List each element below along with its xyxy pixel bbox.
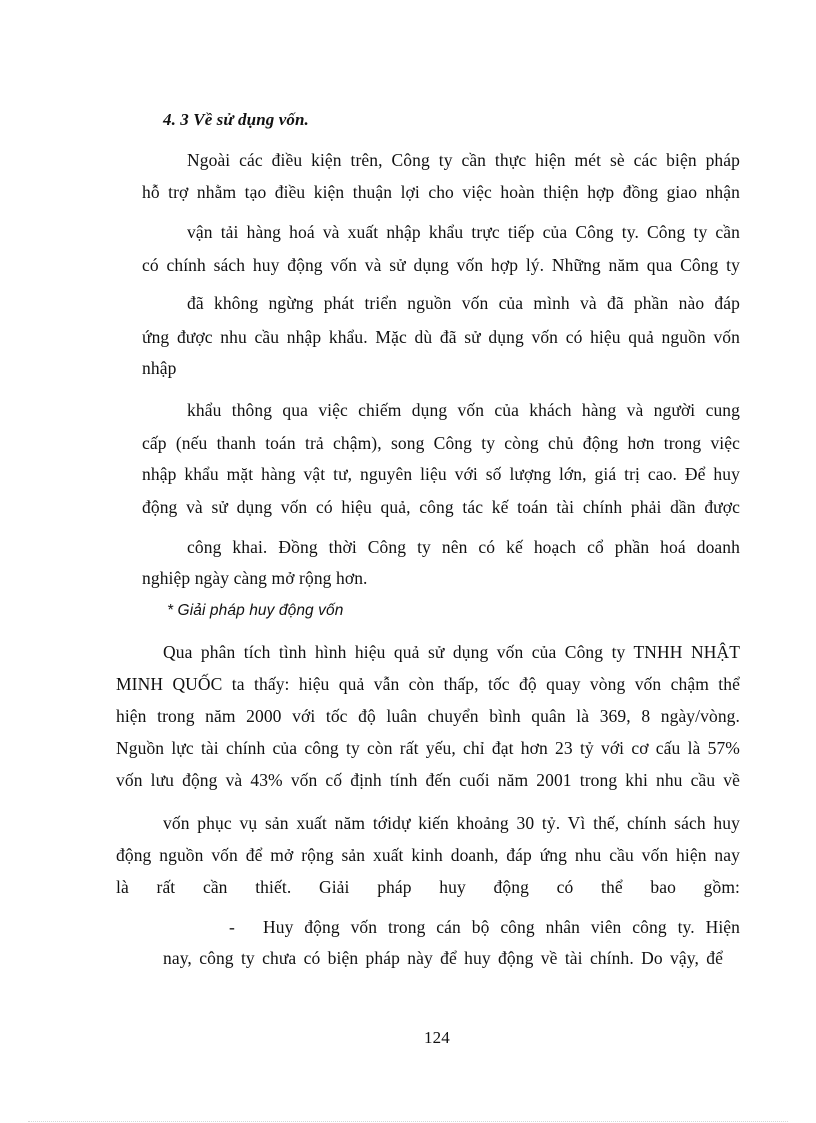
paragraph-line: động nguồn vốn để mở rộng sản xuất kinh doanh, đáp ứng nhu cầu vốn hiện nay bbox=[116, 845, 740, 865]
paragraph-line: Qua phân tích tình hình hiệu quả sử dụng vốn của Công ty TNHH NHẬT bbox=[163, 642, 740, 662]
paragraph-line: động và sử dụng vốn có hiệu quả, công tác kế toán tài chính phải dần được bbox=[142, 497, 740, 517]
paragraph-line: đã không ngừng phát triển nguồn vốn của mình và đã phần nào đáp bbox=[187, 293, 740, 313]
paragraph-line: hỗ trợ nhằm tạo điều kiện thuận lợi cho việc hoàn thiện hợp đồng giao nhận bbox=[142, 182, 740, 202]
bullet-dash: - bbox=[229, 917, 235, 937]
page-bottom-divider bbox=[28, 1121, 788, 1122]
paragraph-line: MINH QUỐC ta thấy: hiệu quả vẫn còn thấp, tốc độ quay vòng vốn chậm thể bbox=[116, 674, 740, 694]
subheading: * Giải pháp huy động vốn bbox=[167, 602, 344, 619]
section-heading: 4. 3 Về sử dụng vốn. bbox=[163, 110, 309, 129]
bullet-text: Huy động vốn trong cán bộ công nhân viên công ty. Hiện bbox=[263, 917, 740, 937]
paragraph-line: nhập bbox=[142, 358, 177, 378]
paragraph-line: vốn lưu động và 43% vốn cố định tính đến cuối năm 2001 trong khi nhu cầu về bbox=[116, 770, 740, 790]
paragraph-line: cấp (nếu thanh toán trả chậm), song Công ty còng chủ động hơn trong việc bbox=[142, 433, 740, 453]
paragraph-line: Ngoài các điều kiện trên, Công ty cần thực hiện mét sè các biện pháp bbox=[187, 150, 740, 170]
paragraph-line: vận tải hàng hoá và xuất nhập khẩu trực tiếp của Công ty. Công ty cần bbox=[187, 222, 740, 242]
page-number: 124 bbox=[424, 1028, 450, 1047]
paragraph-line: khẩu thông qua việc chiếm dụng vốn của khách hàng và người cung bbox=[187, 400, 740, 420]
paragraph-line: công khai. Đồng thời Công ty nên có kế hoạch cổ phần hoá doanh bbox=[187, 537, 740, 557]
paragraph-line: có chính sách huy động vốn và sử dụng vốn hợp lý. Những năm qua Công ty bbox=[142, 255, 740, 275]
paragraph-line: nay, công ty chưa có biện pháp này để huy động về tài chính. Do vậy, để bbox=[163, 948, 723, 968]
paragraph-line: là rất cần thiết. Giải pháp huy động có thể bao gồm: bbox=[116, 877, 740, 897]
paragraph-line: Nguồn lực tài chính của công ty còn rất yếu, chỉ đạt hơn 23 tỷ với cơ cấu là 57% bbox=[116, 738, 740, 758]
paragraph-line: nhập khẩu mặt hàng vật tư, nguyên liệu với số lượng lớn, giá trị cao. Để huy bbox=[142, 464, 740, 484]
paragraph-line: ứng được nhu cầu nhập khẩu. Mặc dù đã sử dụng vốn có hiệu quả nguồn vốn bbox=[142, 327, 740, 347]
paragraph-line: nghiệp ngày càng mở rộng hơn. bbox=[142, 568, 368, 588]
paragraph-line: hiện trong năm 2000 với tốc độ luân chuyển bình quân là 369, 8 ngày/vòng. bbox=[116, 706, 740, 726]
paragraph-line: vốn phục vụ sản xuất năm tớidự kiến khoảng 30 tỷ. Vì thế, chính sách huy bbox=[163, 813, 740, 833]
